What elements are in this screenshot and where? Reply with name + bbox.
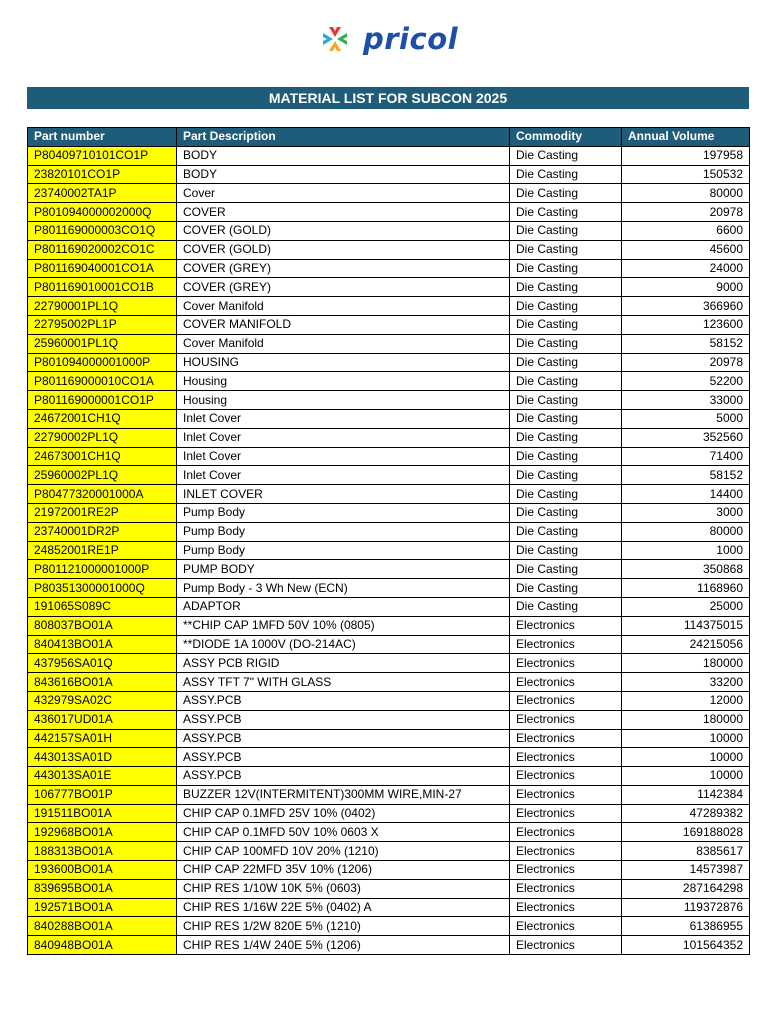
- part-number-cell: P80409710101CO1P: [28, 146, 177, 165]
- table-row: [28, 466, 750, 485]
- table-row: [28, 221, 750, 240]
- annual-volume-cell: 180000: [622, 710, 750, 729]
- table-row: [28, 165, 750, 184]
- commodity-cell: Die Casting: [510, 146, 622, 165]
- commodity-cell: Electronics: [510, 635, 622, 654]
- part-number-cell: 22790002PL1Q: [28, 428, 177, 447]
- table-row: [28, 673, 750, 692]
- part-description-cell: Inlet Cover: [177, 409, 510, 428]
- part-description-cell: Inlet Cover: [177, 428, 510, 447]
- annual-volume-cell: 12000: [622, 691, 750, 710]
- part-number-cell: 22790001PL1Q: [28, 297, 177, 316]
- annual-volume-cell: 10000: [622, 748, 750, 767]
- table-row: [28, 240, 750, 259]
- commodity-cell: Die Casting: [510, 278, 622, 297]
- annual-volume-cell: 33000: [622, 391, 750, 410]
- commodity-cell: Electronics: [510, 691, 622, 710]
- part-description-cell: ASSY.PCB: [177, 710, 510, 729]
- pricol-logo: [313, 16, 473, 62]
- table-row: [28, 334, 750, 353]
- annual-volume-cell: 61386955: [622, 917, 750, 936]
- annual-volume-cell: 58152: [622, 334, 750, 353]
- table-row: [28, 635, 750, 654]
- table-row: [28, 710, 750, 729]
- table-row: [28, 917, 750, 936]
- commodity-cell: Die Casting: [510, 391, 622, 410]
- table-row: [28, 391, 750, 410]
- commodity-cell: Die Casting: [510, 447, 622, 466]
- annual-volume-cell: 20978: [622, 203, 750, 222]
- commodity-cell: Electronics: [510, 823, 622, 842]
- table-row: [28, 691, 750, 710]
- commodity-cell: Electronics: [510, 785, 622, 804]
- table-row: [28, 315, 750, 334]
- annual-volume-cell: 1168960: [622, 579, 750, 598]
- table-row: [28, 748, 750, 767]
- table-row: [28, 522, 750, 541]
- annual-volume-cell: 71400: [622, 447, 750, 466]
- part-number-cell: P801169020002CO1C: [28, 240, 177, 259]
- table-row: [28, 560, 750, 579]
- part-number-cell: P801169000003CO1Q: [28, 221, 177, 240]
- table-body: [28, 146, 750, 954]
- part-number-cell: 191065S089C: [28, 597, 177, 616]
- annual-volume-cell: 1000: [622, 541, 750, 560]
- table-row: [28, 428, 750, 447]
- annual-volume-cell: 58152: [622, 466, 750, 485]
- part-number-cell: 840413BO01A: [28, 635, 177, 654]
- part-number-cell: 22795002PL1P: [28, 315, 177, 334]
- annual-volume-cell: 33200: [622, 673, 750, 692]
- annual-volume-cell: 6600: [622, 221, 750, 240]
- part-description-cell: BODY: [177, 165, 510, 184]
- commodity-cell: Die Casting: [510, 541, 622, 560]
- part-description-cell: PUMP BODY: [177, 560, 510, 579]
- commodity-cell: Die Casting: [510, 579, 622, 598]
- part-description-cell: ASSY.PCB: [177, 691, 510, 710]
- commodity-cell: Die Casting: [510, 485, 622, 504]
- part-description-cell: ASSY.PCB: [177, 729, 510, 748]
- table-row: [28, 861, 750, 880]
- table-row: [28, 579, 750, 598]
- part-description-cell: COVER (GOLD): [177, 240, 510, 259]
- part-number-cell: 25960001PL1Q: [28, 334, 177, 353]
- table-row: [28, 353, 750, 372]
- part-number-cell: 106777BO01P: [28, 785, 177, 804]
- part-number-cell: P801169000001CO1P: [28, 391, 177, 410]
- part-description-cell: ASSY.PCB: [177, 748, 510, 767]
- annual-volume-cell: 8385617: [622, 842, 750, 861]
- annual-volume-cell: 24000: [622, 259, 750, 278]
- pricol-logo-icon: [313, 17, 357, 61]
- part-description-cell: BODY: [177, 146, 510, 165]
- table-row: [28, 879, 750, 898]
- part-description-cell: Inlet Cover: [177, 466, 510, 485]
- part-number-cell: P80477320001000A: [28, 485, 177, 504]
- part-description-cell: COVER (GREY): [177, 259, 510, 278]
- commodity-cell: Electronics: [510, 767, 622, 786]
- part-number-cell: 442157SA01H: [28, 729, 177, 748]
- commodity-cell: Die Casting: [510, 409, 622, 428]
- part-number-cell: 23740002TA1P: [28, 184, 177, 203]
- table-row: [28, 729, 750, 748]
- part-number-cell: 193600BO01A: [28, 861, 177, 880]
- commodity-cell: Die Casting: [510, 372, 622, 391]
- part-description-cell: BUZZER 12V(INTERMITENT)300MM WIRE,MIN-27: [177, 785, 510, 804]
- table-row: [28, 409, 750, 428]
- part-number-cell: 437956SA01Q: [28, 654, 177, 673]
- part-number-cell: P80351300001000Q: [28, 579, 177, 598]
- annual-volume-cell: 123600: [622, 315, 750, 334]
- table-row: [28, 785, 750, 804]
- header-commodity: Commodity: [510, 128, 622, 147]
- part-number-cell: 188313BO01A: [28, 842, 177, 861]
- part-number-cell: P801169010001CO1B: [28, 278, 177, 297]
- part-description-cell: Cover Manifold: [177, 334, 510, 353]
- part-description-cell: Inlet Cover: [177, 447, 510, 466]
- document-title: MATERIAL LIST FOR SUBCON 2025: [27, 87, 749, 109]
- annual-volume-cell: 1142384: [622, 785, 750, 804]
- commodity-cell: Electronics: [510, 898, 622, 917]
- annual-volume-cell: 119372876: [622, 898, 750, 917]
- part-number-cell: P801094000001000P: [28, 353, 177, 372]
- table-row: [28, 259, 750, 278]
- annual-volume-cell: 10000: [622, 767, 750, 786]
- commodity-cell: Electronics: [510, 936, 622, 955]
- annual-volume-cell: 101564352: [622, 936, 750, 955]
- annual-volume-cell: 10000: [622, 729, 750, 748]
- part-number-cell: P801169000010CO1A: [28, 372, 177, 391]
- part-number-cell: 192968BO01A: [28, 823, 177, 842]
- table-row: [28, 823, 750, 842]
- table-row: [28, 541, 750, 560]
- table-row: [28, 597, 750, 616]
- commodity-cell: Electronics: [510, 917, 622, 936]
- annual-volume-cell: 45600: [622, 240, 750, 259]
- commodity-cell: Die Casting: [510, 522, 622, 541]
- brand-name: pricol: [363, 22, 459, 56]
- commodity-cell: Die Casting: [510, 560, 622, 579]
- part-number-cell: 839695BO01A: [28, 879, 177, 898]
- commodity-cell: Electronics: [510, 748, 622, 767]
- part-number-cell: 843616BO01A: [28, 673, 177, 692]
- part-description-cell: Pump Body - 3 Wh New (ECN): [177, 579, 510, 598]
- part-number-cell: 808037BO01A: [28, 616, 177, 635]
- annual-volume-cell: 80000: [622, 522, 750, 541]
- part-number-cell: P801169040001CO1A: [28, 259, 177, 278]
- part-number-cell: 24672001CH1Q: [28, 409, 177, 428]
- commodity-cell: Die Casting: [510, 315, 622, 334]
- annual-volume-cell: 20978: [622, 353, 750, 372]
- annual-volume-cell: 14400: [622, 485, 750, 504]
- part-number-cell: 443013SA01E: [28, 767, 177, 786]
- table-row: [28, 898, 750, 917]
- table-row: [28, 447, 750, 466]
- part-number-cell: 191511BO01A: [28, 804, 177, 823]
- commodity-cell: Electronics: [510, 616, 622, 635]
- annual-volume-cell: 366960: [622, 297, 750, 316]
- annual-volume-cell: 9000: [622, 278, 750, 297]
- part-number-cell: 436017UD01A: [28, 710, 177, 729]
- commodity-cell: Die Casting: [510, 334, 622, 353]
- material-table: [27, 127, 750, 955]
- commodity-cell: Die Casting: [510, 240, 622, 259]
- part-number-cell: 840948BO01A: [28, 936, 177, 955]
- table-row: [28, 767, 750, 786]
- annual-volume-cell: 14573987: [622, 861, 750, 880]
- commodity-cell: Electronics: [510, 673, 622, 692]
- part-description-cell: Pump Body: [177, 522, 510, 541]
- part-description-cell: ADAPTOR: [177, 597, 510, 616]
- annual-volume-cell: 52200: [622, 372, 750, 391]
- part-description-cell: CHIP RES 1/16W 22E 5% (0402) A: [177, 898, 510, 917]
- part-number-cell: 840288BO01A: [28, 917, 177, 936]
- table-row: [28, 842, 750, 861]
- table-row: [28, 278, 750, 297]
- table-row: [28, 146, 750, 165]
- commodity-cell: Die Casting: [510, 259, 622, 278]
- commodity-cell: Electronics: [510, 842, 622, 861]
- table-row: [28, 184, 750, 203]
- table-row: [28, 297, 750, 316]
- table-row: [28, 203, 750, 222]
- commodity-cell: Electronics: [510, 879, 622, 898]
- part-description-cell: Cover: [177, 184, 510, 203]
- commodity-cell: Die Casting: [510, 203, 622, 222]
- commodity-cell: Die Casting: [510, 297, 622, 316]
- commodity-cell: Die Casting: [510, 597, 622, 616]
- commodity-cell: Die Casting: [510, 428, 622, 447]
- commodity-cell: Electronics: [510, 729, 622, 748]
- part-number-cell: 21972001RE2P: [28, 503, 177, 522]
- part-number-cell: 192571BO01A: [28, 898, 177, 917]
- part-number-cell: 23740001DR2P: [28, 522, 177, 541]
- commodity-cell: Electronics: [510, 861, 622, 880]
- header-annual-volume: Annual Volume: [622, 128, 750, 147]
- commodity-cell: Die Casting: [510, 466, 622, 485]
- table-row: [28, 503, 750, 522]
- annual-volume-cell: 47289382: [622, 804, 750, 823]
- part-description-cell: Pump Body: [177, 541, 510, 560]
- annual-volume-cell: 114375015: [622, 616, 750, 635]
- annual-volume-cell: 24215056: [622, 635, 750, 654]
- part-description-cell: Pump Body: [177, 503, 510, 522]
- table-row: [28, 372, 750, 391]
- commodity-cell: Electronics: [510, 654, 622, 673]
- header-part-number: Part number: [28, 128, 177, 147]
- part-description-cell: **CHIP CAP 1MFD 50V 10% (0805): [177, 616, 510, 635]
- part-number-cell: 23820101CO1P: [28, 165, 177, 184]
- part-description-cell: COVER (GREY): [177, 278, 510, 297]
- header-part-description: Part Description: [177, 128, 510, 147]
- part-description-cell: COVER: [177, 203, 510, 222]
- part-description-cell: INLET COVER: [177, 485, 510, 504]
- commodity-cell: Die Casting: [510, 353, 622, 372]
- part-description-cell: CHIP RES 1/4W 240E 5% (1206): [177, 936, 510, 955]
- commodity-cell: Die Casting: [510, 503, 622, 522]
- part-number-cell: 432979SA02C: [28, 691, 177, 710]
- annual-volume-cell: 197958: [622, 146, 750, 165]
- table-row: [28, 654, 750, 673]
- part-description-cell: CHIP RES 1/10W 10K 5% (0603): [177, 879, 510, 898]
- annual-volume-cell: 180000: [622, 654, 750, 673]
- part-description-cell: **DIODE 1A 1000V (DO-214AC): [177, 635, 510, 654]
- part-number-cell: P80109400000200​0Q: [28, 203, 177, 222]
- annual-volume-cell: 80000: [622, 184, 750, 203]
- part-description-cell: Housing: [177, 372, 510, 391]
- part-description-cell: ASSY PCB RIGID: [177, 654, 510, 673]
- part-number-cell: 25960002PL1Q: [28, 466, 177, 485]
- part-description-cell: CHIP RES 1/2W 820E 5% (1210): [177, 917, 510, 936]
- commodity-cell: Electronics: [510, 804, 622, 823]
- annual-volume-cell: 169188028: [622, 823, 750, 842]
- commodity-cell: Electronics: [510, 710, 622, 729]
- table-header-row: [28, 128, 750, 147]
- annual-volume-cell: 352560: [622, 428, 750, 447]
- commodity-cell: Die Casting: [510, 165, 622, 184]
- part-description-cell: COVER (GOLD): [177, 221, 510, 240]
- part-description-cell: COVER MANIFOLD: [177, 315, 510, 334]
- commodity-cell: Die Casting: [510, 184, 622, 203]
- table-row: [28, 485, 750, 504]
- annual-volume-cell: 25000: [622, 597, 750, 616]
- part-description-cell: Cover Manifold: [177, 297, 510, 316]
- table-row: [28, 936, 750, 955]
- part-description-cell: CHIP CAP 100MFD 10V 20% (1210): [177, 842, 510, 861]
- annual-volume-cell: 350868: [622, 560, 750, 579]
- part-description-cell: HOUSING: [177, 353, 510, 372]
- part-number-cell: 24673001CH1Q: [28, 447, 177, 466]
- part-description-cell: CHIP CAP 22MFD 35V 10% (1206): [177, 861, 510, 880]
- part-description-cell: ASSY TFT 7" WITH GLASS: [177, 673, 510, 692]
- part-number-cell: 443013SA01D: [28, 748, 177, 767]
- part-number-cell: P801121000001000P: [28, 560, 177, 579]
- part-number-cell: 24852001RE1P: [28, 541, 177, 560]
- annual-volume-cell: 287164298: [622, 879, 750, 898]
- annual-volume-cell: 150532: [622, 165, 750, 184]
- commodity-cell: Die Casting: [510, 221, 622, 240]
- part-description-cell: ASSY.PCB: [177, 767, 510, 786]
- table-row: [28, 804, 750, 823]
- table-row: [28, 616, 750, 635]
- part-description-cell: CHIP CAP 0.1MFD 25V 10% (0402): [177, 804, 510, 823]
- annual-volume-cell: 5000: [622, 409, 750, 428]
- part-description-cell: Housing: [177, 391, 510, 410]
- part-description-cell: CHIP CAP 0.1MFD 50V 10% 0603 X: [177, 823, 510, 842]
- annual-volume-cell: 3000: [622, 503, 750, 522]
